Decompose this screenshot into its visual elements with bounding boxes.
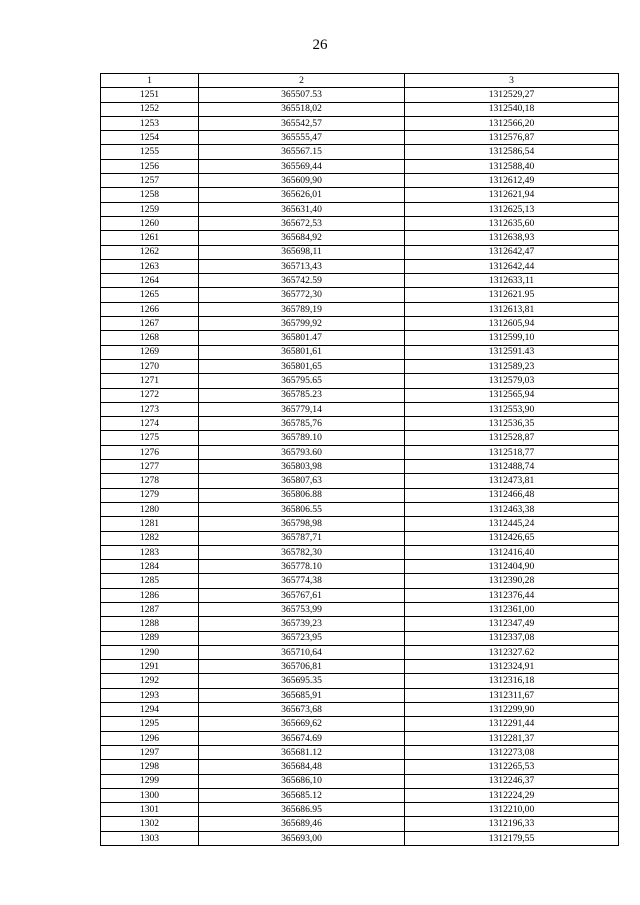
table-row: [101, 688, 619, 702]
y-coordinate-cell: 1312488,74: [405, 460, 619, 474]
point-number-cell: 1299: [101, 774, 199, 788]
table-row: [101, 631, 619, 645]
y-coordinate-cell: 1312625,13: [405, 202, 619, 216]
y-coordinate-cell: 1312579,03: [405, 374, 619, 388]
x-coordinate-cell: 365685.12: [199, 788, 405, 802]
point-number-cell: 1275: [101, 431, 199, 445]
table-row: [101, 788, 619, 802]
y-coordinate-cell: 1312347,49: [405, 617, 619, 631]
point-number-cell: 1253: [101, 116, 199, 130]
table-row: [101, 588, 619, 602]
table-row: [101, 803, 619, 817]
x-coordinate-cell: 365789.10: [199, 431, 405, 445]
y-coordinate-cell: 1312445,24: [405, 517, 619, 531]
table-row: [101, 560, 619, 574]
x-coordinate-cell: 365801.47: [199, 331, 405, 345]
table-row: [101, 88, 619, 102]
x-coordinate-cell: 365795.65: [199, 374, 405, 388]
table-row: [101, 302, 619, 316]
table-row: [101, 116, 619, 130]
point-number-cell: 1252: [101, 102, 199, 116]
y-coordinate-cell: 1312565,94: [405, 388, 619, 402]
point-number-cell: 1287: [101, 602, 199, 616]
point-number-cell: 1269: [101, 345, 199, 359]
point-number-cell: 1286: [101, 588, 199, 602]
x-coordinate-cell: 365799,92: [199, 317, 405, 331]
point-number-cell: 1285: [101, 574, 199, 588]
table-row: [101, 545, 619, 559]
y-coordinate-cell: 1312473,81: [405, 474, 619, 488]
x-coordinate-cell: 365669,62: [199, 717, 405, 731]
y-coordinate-cell: 1312196,33: [405, 817, 619, 831]
table-row: [101, 145, 619, 159]
y-coordinate-cell: 1312612,49: [405, 174, 619, 188]
table-row: [101, 488, 619, 502]
y-coordinate-cell: 1312416,40: [405, 545, 619, 559]
table-row: [101, 102, 619, 116]
y-coordinate-cell: 1312528,87: [405, 431, 619, 445]
x-coordinate-cell: 365542,57: [199, 116, 405, 130]
y-coordinate-cell: 1312621.95: [405, 288, 619, 302]
point-number-cell: 1303: [101, 831, 199, 845]
point-number-cell: 1257: [101, 174, 199, 188]
point-number-cell: 1266: [101, 302, 199, 316]
y-coordinate-cell: 1312376,44: [405, 588, 619, 602]
table-row: [101, 274, 619, 288]
y-coordinate-cell: 1312605,94: [405, 317, 619, 331]
table-row: [101, 674, 619, 688]
x-coordinate-cell: 365801,61: [199, 345, 405, 359]
y-coordinate-cell: 1312224,29: [405, 788, 619, 802]
y-coordinate-cell: 1312586,54: [405, 145, 619, 159]
x-coordinate-cell: 365518,02: [199, 102, 405, 116]
y-coordinate-cell: 1312273,08: [405, 745, 619, 759]
point-number-cell: 1288: [101, 617, 199, 631]
y-coordinate-cell: 1312591.43: [405, 345, 619, 359]
y-coordinate-cell: 1312635,60: [405, 216, 619, 230]
point-number-cell: 1267: [101, 317, 199, 331]
table-row: [101, 817, 619, 831]
y-coordinate-cell: 1312613,81: [405, 302, 619, 316]
point-number-cell: 1278: [101, 474, 199, 488]
point-number-cell: 1291: [101, 660, 199, 674]
point-number-cell: 1283: [101, 545, 199, 559]
y-coordinate-cell: 1312553,90: [405, 402, 619, 416]
x-coordinate-cell: 365672,53: [199, 216, 405, 230]
point-number-cell: 1254: [101, 131, 199, 145]
coordinates-table: [100, 73, 619, 846]
table-row: [101, 602, 619, 616]
y-coordinate-cell: 1312518,77: [405, 445, 619, 459]
point-number-cell: 1272: [101, 388, 199, 402]
table-row: [101, 188, 619, 202]
x-coordinate-cell: 365806.88: [199, 488, 405, 502]
point-number-cell: 1294: [101, 703, 199, 717]
point-number-cell: 1301: [101, 803, 199, 817]
point-number-cell: 1292: [101, 674, 199, 688]
table-row: [101, 660, 619, 674]
y-coordinate-cell: 1312638,93: [405, 231, 619, 245]
table-row: [101, 774, 619, 788]
x-coordinate-cell: 365693,00: [199, 831, 405, 845]
x-coordinate-cell: 365686,10: [199, 774, 405, 788]
y-coordinate-cell: 1312529,27: [405, 88, 619, 102]
y-coordinate-cell: 1312327.62: [405, 645, 619, 659]
y-coordinate-cell: 1312566,20: [405, 116, 619, 130]
page-number: 26: [312, 37, 328, 53]
x-coordinate-cell: 365785,76: [199, 417, 405, 431]
x-coordinate-cell: 365782,30: [199, 545, 405, 559]
point-number-cell: 1255: [101, 145, 199, 159]
x-coordinate-cell: 365686.95: [199, 803, 405, 817]
x-coordinate-cell: 365674.69: [199, 731, 405, 745]
x-coordinate-cell: 365767,61: [199, 588, 405, 602]
x-coordinate-cell: 365778.10: [199, 560, 405, 574]
table-row: [101, 431, 619, 445]
x-coordinate-cell: 365807,63: [199, 474, 405, 488]
table-row: [101, 331, 619, 345]
y-coordinate-cell: 1312463,38: [405, 502, 619, 516]
y-coordinate-cell: 1312599,10: [405, 331, 619, 345]
table-row: [101, 345, 619, 359]
table-row: [101, 245, 619, 259]
point-number-cell: 1270: [101, 359, 199, 373]
x-coordinate-cell: 365713,43: [199, 259, 405, 273]
x-coordinate-cell: 365695.35: [199, 674, 405, 688]
table-row: [101, 231, 619, 245]
point-number-cell: 1300: [101, 788, 199, 802]
x-coordinate-cell: 365787,71: [199, 531, 405, 545]
x-coordinate-cell: 365631,40: [199, 202, 405, 216]
x-coordinate-cell: 365774,38: [199, 574, 405, 588]
y-coordinate-cell: 1312633,11: [405, 274, 619, 288]
table-row: [101, 617, 619, 631]
point-number-cell: 1268: [101, 331, 199, 345]
y-coordinate-cell: 1312311,67: [405, 688, 619, 702]
x-coordinate-cell: 365684,48: [199, 760, 405, 774]
table-row: [101, 502, 619, 516]
column-header-point: 1: [101, 74, 199, 88]
table-header-row: [101, 74, 619, 88]
point-number-cell: 1295: [101, 717, 199, 731]
point-number-cell: 1281: [101, 517, 199, 531]
column-header-x: 2: [199, 74, 405, 88]
table-row: [101, 474, 619, 488]
x-coordinate-cell: 365710,64: [199, 645, 405, 659]
x-coordinate-cell: 365742.59: [199, 274, 405, 288]
point-number-cell: 1302: [101, 817, 199, 831]
point-number-cell: 1262: [101, 245, 199, 259]
table-row: [101, 259, 619, 273]
table-row: [101, 574, 619, 588]
y-coordinate-cell: 1312536,35: [405, 417, 619, 431]
y-coordinate-cell: 1312324,91: [405, 660, 619, 674]
y-coordinate-cell: 1312337,08: [405, 631, 619, 645]
y-coordinate-cell: 1312361,00: [405, 602, 619, 616]
y-coordinate-cell: 1312299,90: [405, 703, 619, 717]
x-coordinate-cell: 365753,99: [199, 602, 405, 616]
point-number-cell: 1251: [101, 88, 199, 102]
point-number-cell: 1273: [101, 402, 199, 416]
point-number-cell: 1277: [101, 460, 199, 474]
point-number-cell: 1284: [101, 560, 199, 574]
y-coordinate-cell: 1312179,55: [405, 831, 619, 845]
table-row: [101, 645, 619, 659]
point-number-cell: 1289: [101, 631, 199, 645]
point-number-cell: 1276: [101, 445, 199, 459]
x-coordinate-cell: 365609,90: [199, 174, 405, 188]
x-coordinate-cell: 365555,47: [199, 131, 405, 145]
table-row: [101, 703, 619, 717]
point-number-cell: 1297: [101, 745, 199, 759]
x-coordinate-cell: 365793.60: [199, 445, 405, 459]
point-number-cell: 1256: [101, 159, 199, 173]
table-row: [101, 445, 619, 459]
x-coordinate-cell: 365685,91: [199, 688, 405, 702]
x-coordinate-cell: 365569,44: [199, 159, 405, 173]
x-coordinate-cell: 365723,95: [199, 631, 405, 645]
point-number-cell: 1274: [101, 417, 199, 431]
y-coordinate-cell: 1312588,40: [405, 159, 619, 173]
x-coordinate-cell: 365801,65: [199, 359, 405, 373]
x-coordinate-cell: 365507.53: [199, 88, 405, 102]
table-row: [101, 531, 619, 545]
table-row: [101, 359, 619, 373]
table-row: [101, 288, 619, 302]
y-coordinate-cell: 1312621,94: [405, 188, 619, 202]
x-coordinate-cell: 365567.15: [199, 145, 405, 159]
y-coordinate-cell: 1312642,47: [405, 245, 619, 259]
point-number-cell: 1293: [101, 688, 199, 702]
table-row: [101, 760, 619, 774]
x-coordinate-cell: 365772,30: [199, 288, 405, 302]
y-coordinate-cell: 1312291,44: [405, 717, 619, 731]
table-row: [101, 517, 619, 531]
table-body: [101, 88, 619, 846]
table-row: [101, 131, 619, 145]
x-coordinate-cell: 365706,81: [199, 660, 405, 674]
y-coordinate-cell: 1312589,23: [405, 359, 619, 373]
point-number-cell: 1279: [101, 488, 199, 502]
y-coordinate-cell: 1312316,18: [405, 674, 619, 688]
y-coordinate-cell: 1312246,37: [405, 774, 619, 788]
y-coordinate-cell: 1312466,48: [405, 488, 619, 502]
column-header-y: 3: [405, 74, 619, 88]
table-row: [101, 731, 619, 745]
table-row: [101, 460, 619, 474]
point-number-cell: 1265: [101, 288, 199, 302]
point-number-cell: 1298: [101, 760, 199, 774]
y-coordinate-cell: 1312390,28: [405, 574, 619, 588]
x-coordinate-cell: 365806.55: [199, 502, 405, 516]
y-coordinate-cell: 1312540,18: [405, 102, 619, 116]
table-row: [101, 216, 619, 230]
point-number-cell: 1264: [101, 274, 199, 288]
table-row: [101, 317, 619, 331]
table-row: [101, 174, 619, 188]
y-coordinate-cell: 1312642,44: [405, 259, 619, 273]
point-number-cell: 1259: [101, 202, 199, 216]
point-number-cell: 1290: [101, 645, 199, 659]
table-row: [101, 831, 619, 845]
table-row: [101, 374, 619, 388]
point-number-cell: 1263: [101, 259, 199, 273]
table-row: [101, 202, 619, 216]
point-number-cell: 1260: [101, 216, 199, 230]
x-coordinate-cell: 365798,98: [199, 517, 405, 531]
point-number-cell: 1282: [101, 531, 199, 545]
y-coordinate-cell: 1312576,87: [405, 131, 619, 145]
x-coordinate-cell: 365698,11: [199, 245, 405, 259]
x-coordinate-cell: 365684,92: [199, 231, 405, 245]
table-row: [101, 745, 619, 759]
table-row: [101, 417, 619, 431]
point-number-cell: 1280: [101, 502, 199, 516]
x-coordinate-cell: 365785.23: [199, 388, 405, 402]
y-coordinate-cell: 1312265,53: [405, 760, 619, 774]
table-row: [101, 159, 619, 173]
table-row: [101, 717, 619, 731]
x-coordinate-cell: 365689,46: [199, 817, 405, 831]
point-number-cell: 1296: [101, 731, 199, 745]
table-row: [101, 402, 619, 416]
x-coordinate-cell: 365626,01: [199, 188, 405, 202]
point-number-cell: 1271: [101, 374, 199, 388]
x-coordinate-cell: 365739,23: [199, 617, 405, 631]
y-coordinate-cell: 1312404,90: [405, 560, 619, 574]
x-coordinate-cell: 365779,14: [199, 402, 405, 416]
x-coordinate-cell: 365673,68: [199, 703, 405, 717]
x-coordinate-cell: 365789,19: [199, 302, 405, 316]
y-coordinate-cell: 1312281,37: [405, 731, 619, 745]
table-row: [101, 388, 619, 402]
point-number-cell: 1261: [101, 231, 199, 245]
y-coordinate-cell: 1312210,00: [405, 803, 619, 817]
y-coordinate-cell: 1312426,65: [405, 531, 619, 545]
x-coordinate-cell: 365681.12: [199, 745, 405, 759]
x-coordinate-cell: 365803,98: [199, 460, 405, 474]
point-number-cell: 1258: [101, 188, 199, 202]
